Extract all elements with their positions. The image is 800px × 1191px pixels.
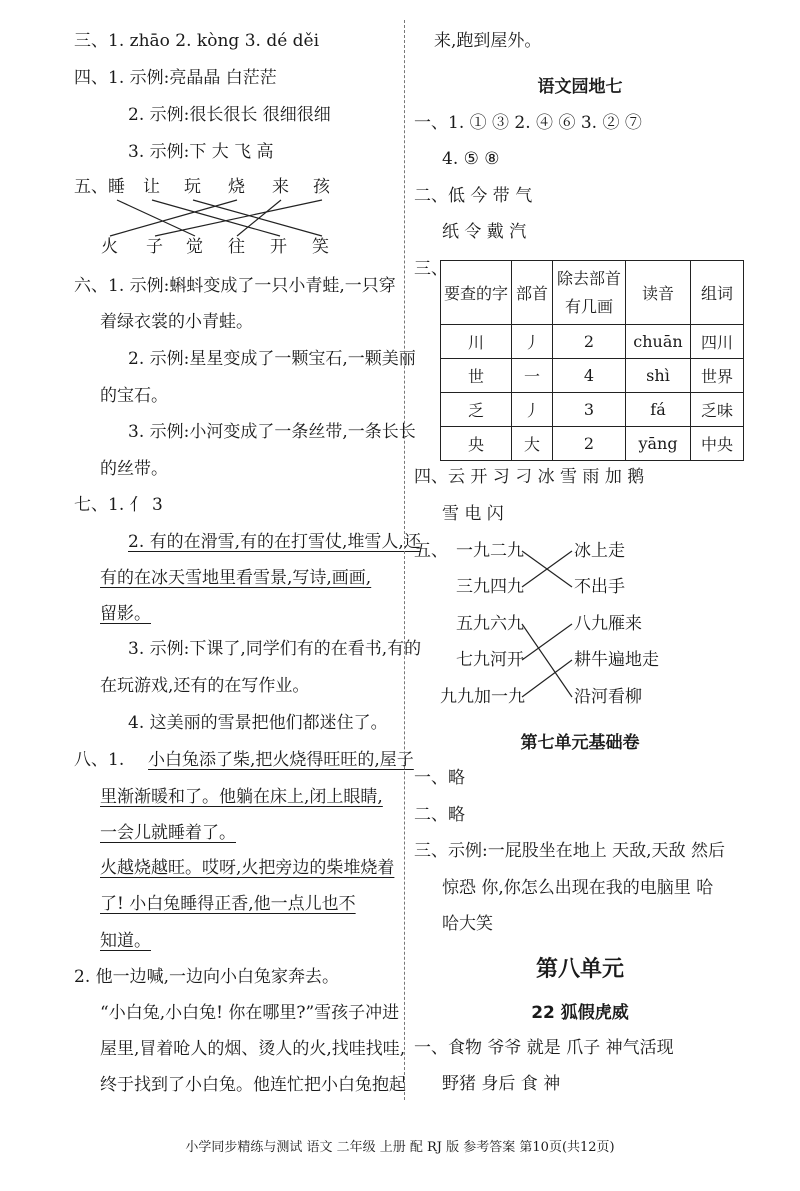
unit-answer-1: 一、略 bbox=[414, 768, 465, 788]
answer-section-8-2d: 终于找到了小白兔。他连忙把小白兔抱起 bbox=[100, 1075, 406, 1095]
match-top-word: 孩 bbox=[313, 177, 330, 197]
table-header-cell: 除去部首有几画 bbox=[553, 261, 626, 325]
table-header-cell: 部首 bbox=[512, 261, 553, 325]
answer-section-7-4: 4. 这美丽的雪景把他们都迷住了。 bbox=[128, 713, 388, 733]
proverb-right: 沿河看柳 bbox=[574, 687, 642, 707]
answer-section-8-prefix: 八、1. bbox=[74, 750, 125, 770]
table-cell: 乏 bbox=[441, 393, 512, 427]
table-cell: 乏味 bbox=[691, 393, 744, 427]
match-bottom-word: 开 bbox=[270, 237, 287, 257]
unit-answer-2: 二、略 bbox=[414, 805, 465, 825]
proverb-left: 三九四九 bbox=[456, 577, 524, 597]
answer-section-7-2c: 留影。 bbox=[100, 604, 151, 624]
answer-section-8-1e: 了! 小白兔睡得正香,他一点儿也不 bbox=[100, 894, 356, 914]
table-row bbox=[441, 325, 744, 359]
answer-section-7-3a: 3. 示例:下课了,同学们有的在看书,有的 bbox=[128, 639, 422, 659]
proverb-left: 七九河开 bbox=[456, 650, 524, 670]
match-bottom-word: 子 bbox=[146, 237, 163, 257]
proverb-left: 五九六九 bbox=[456, 614, 524, 634]
unit-answer-3a: 三、示例:一屁股坐在地上 天敌,天敌 然后 bbox=[414, 841, 725, 861]
answer-section-6-3a: 3. 示例:小河变成了一条丝带,一条长长 bbox=[128, 422, 416, 442]
proverb-right: 冰上走 bbox=[574, 541, 625, 561]
lesson-answer-1b: 野猪 身后 食 神 bbox=[442, 1074, 561, 1094]
match-top-word: 睡 bbox=[108, 177, 125, 197]
match-top-word: 烧 bbox=[228, 177, 245, 197]
match-line bbox=[237, 200, 281, 236]
table-cell: 央 bbox=[441, 427, 512, 461]
column-divider bbox=[404, 20, 405, 1100]
table-cell: 2 bbox=[553, 325, 626, 359]
garden-answer-2b: 纸 令 戴 汽 bbox=[442, 222, 527, 242]
table-cell: 4 bbox=[553, 359, 626, 393]
answer-section-3: 三、1. zhāo 2. kòng 3. dé děi bbox=[74, 31, 320, 51]
lesson-answer-1a: 一、食物 爷爷 就是 爪子 神气活现 bbox=[414, 1038, 674, 1058]
table-row bbox=[441, 393, 744, 427]
table-cell: 丿 bbox=[512, 325, 553, 359]
proverb-left: 九九加一九 bbox=[440, 687, 525, 707]
lesson-title: 22 狐假虎威 bbox=[531, 1003, 629, 1023]
answer-section-8-1d: 火越烧越旺。哎呀,火把旁边的柴堆烧着 bbox=[100, 858, 395, 878]
table-header-cell: 读音 bbox=[626, 261, 691, 325]
table-row bbox=[441, 427, 744, 461]
table-header-row bbox=[441, 261, 744, 325]
answer-section-4-1: 四、1. 示例:亮晶晶 白茫茫 bbox=[74, 68, 277, 88]
garden-answer-3-label: 三、 bbox=[414, 259, 448, 279]
match-top-word: 来 bbox=[272, 177, 289, 197]
match-line bbox=[117, 200, 195, 236]
table-cell: yāng bbox=[626, 427, 691, 461]
answer-section-8-1a: 小白兔添了柴,把火烧得旺旺的,屋子 bbox=[148, 750, 414, 770]
match-line bbox=[522, 551, 572, 587]
answer-section-7-3b: 在玩游戏,还有的在写作业。 bbox=[100, 676, 310, 696]
table-cell: 大 bbox=[512, 427, 553, 461]
table-cell: 世 bbox=[441, 359, 512, 393]
section-title-garden: 语文园地七 bbox=[537, 77, 623, 97]
table-cell: 丿 bbox=[512, 393, 553, 427]
answer-section-4-2: 2. 示例:很长很长 很细很细 bbox=[128, 105, 331, 125]
page-footer: 小学同步精练与测试 语文 二年级 上册 配 RJ 版 参考答案 第10页(共12页) bbox=[185, 1140, 615, 1155]
answer-section-6-2a: 2. 示例:星星变成了一颗宝石,一颗美丽 bbox=[128, 349, 416, 369]
table-cell: 中央 bbox=[691, 427, 744, 461]
table-cell: 一 bbox=[512, 359, 553, 393]
answer-section-6-1a: 六、1. 示例:蝌蚪变成了一只小青蛙,一只穿 bbox=[74, 276, 396, 296]
table-cell: 世界 bbox=[691, 359, 744, 393]
table-cell: 川 bbox=[441, 325, 512, 359]
answer-section-4-3: 3. 示例:下 大 飞 高 bbox=[128, 142, 274, 162]
match-line bbox=[522, 624, 572, 697]
table-header-cell: 要查的字 bbox=[441, 261, 512, 325]
match-top-word: 玩 bbox=[184, 177, 201, 197]
answer-section-8-1c: 一会儿就睡着了。 bbox=[100, 823, 236, 843]
match-bottom-word: 笑 bbox=[312, 237, 329, 257]
proverb-left: 一九二九 bbox=[456, 541, 524, 561]
table-row bbox=[441, 359, 744, 393]
table-cell: 3 bbox=[553, 393, 626, 427]
section-title-unit-test: 第七单元基础卷 bbox=[520, 733, 640, 753]
answer-section-8-2c: 屋里,冒着呛人的烟、烫人的火,找哇找哇, bbox=[100, 1039, 406, 1059]
garden-answer-2a: 二、低 今 带 气 bbox=[414, 186, 533, 206]
chapter-title: 第八单元 bbox=[535, 957, 624, 982]
answer-section-6-2b: 的宝石。 bbox=[100, 386, 168, 406]
answer-section-6-1b: 着绿衣裳的小青蛙。 bbox=[100, 312, 253, 332]
continued-text: 来,跑到屋外。 bbox=[434, 31, 542, 51]
unit-answer-3c: 哈大笑 bbox=[442, 914, 493, 934]
match-line bbox=[522, 660, 572, 697]
answer-section-6-3b: 的丝带。 bbox=[100, 459, 168, 479]
proverb-right: 八九雁来 bbox=[574, 614, 642, 634]
match-line bbox=[522, 624, 572, 660]
table-header-cell: 组词 bbox=[691, 261, 744, 325]
match-bottom-word: 往 bbox=[228, 237, 245, 257]
match-line bbox=[193, 200, 322, 236]
table-cell: shì bbox=[626, 359, 691, 393]
match-bottom-word: 觉 bbox=[186, 237, 203, 257]
garden-answer-4a: 四、云 开 习 刁 冰 雪 雨 加 鹅 bbox=[414, 467, 645, 487]
table-cell: 四川 bbox=[691, 325, 744, 359]
garden-answer-1a: 一、1. ① ③ 2. ④ ⑥ 3. ② ⑦ bbox=[414, 113, 642, 133]
table-cell: 2 bbox=[553, 427, 626, 461]
answer-section-8-1b: 里渐渐暖和了。他躺在床上,闭上眼睛, bbox=[100, 787, 383, 807]
match-bottom-word: 火 bbox=[101, 237, 118, 257]
character-lookup-table bbox=[440, 260, 744, 461]
table-cell: fá bbox=[626, 393, 691, 427]
match-line bbox=[155, 200, 322, 236]
answer-section-7-1: 七、1. 亻 3 bbox=[74, 495, 163, 515]
answer-section-7-2b: 有的在冰天雪地里看雪景,写诗,画画, bbox=[100, 568, 372, 588]
table-cell: chuān bbox=[626, 325, 691, 359]
unit-answer-3b: 惊恐 你,你怎么出现在我的电脑里 哈 bbox=[442, 878, 714, 898]
garden-answer-4b: 雪 电 闪 bbox=[442, 504, 504, 524]
answer-section-5-label: 五、 bbox=[74, 177, 108, 197]
match-line bbox=[110, 200, 237, 236]
match-top-word: 让 bbox=[143, 177, 160, 197]
match-line bbox=[522, 551, 572, 587]
answer-section-7-2a: 2. 有的在滑雪,有的在打雪仗,堆雪人,还 bbox=[128, 532, 421, 552]
answer-section-8-1f: 知道。 bbox=[100, 931, 151, 951]
garden-answer-5-label: 五、 bbox=[414, 541, 448, 561]
answer-section-8-2b: “小白兔,小白兔! 你在哪里?”雪孩子冲进 bbox=[100, 1003, 400, 1023]
proverb-right: 不出手 bbox=[574, 577, 625, 597]
garden-answer-1b: 4. ⑤ ⑧ bbox=[442, 149, 500, 169]
match-line bbox=[152, 200, 280, 236]
proverb-right: 耕牛遍地走 bbox=[574, 650, 659, 670]
answer-section-8-2: 2. 他一边喊,一边向小白兔家奔去。 bbox=[74, 967, 340, 987]
